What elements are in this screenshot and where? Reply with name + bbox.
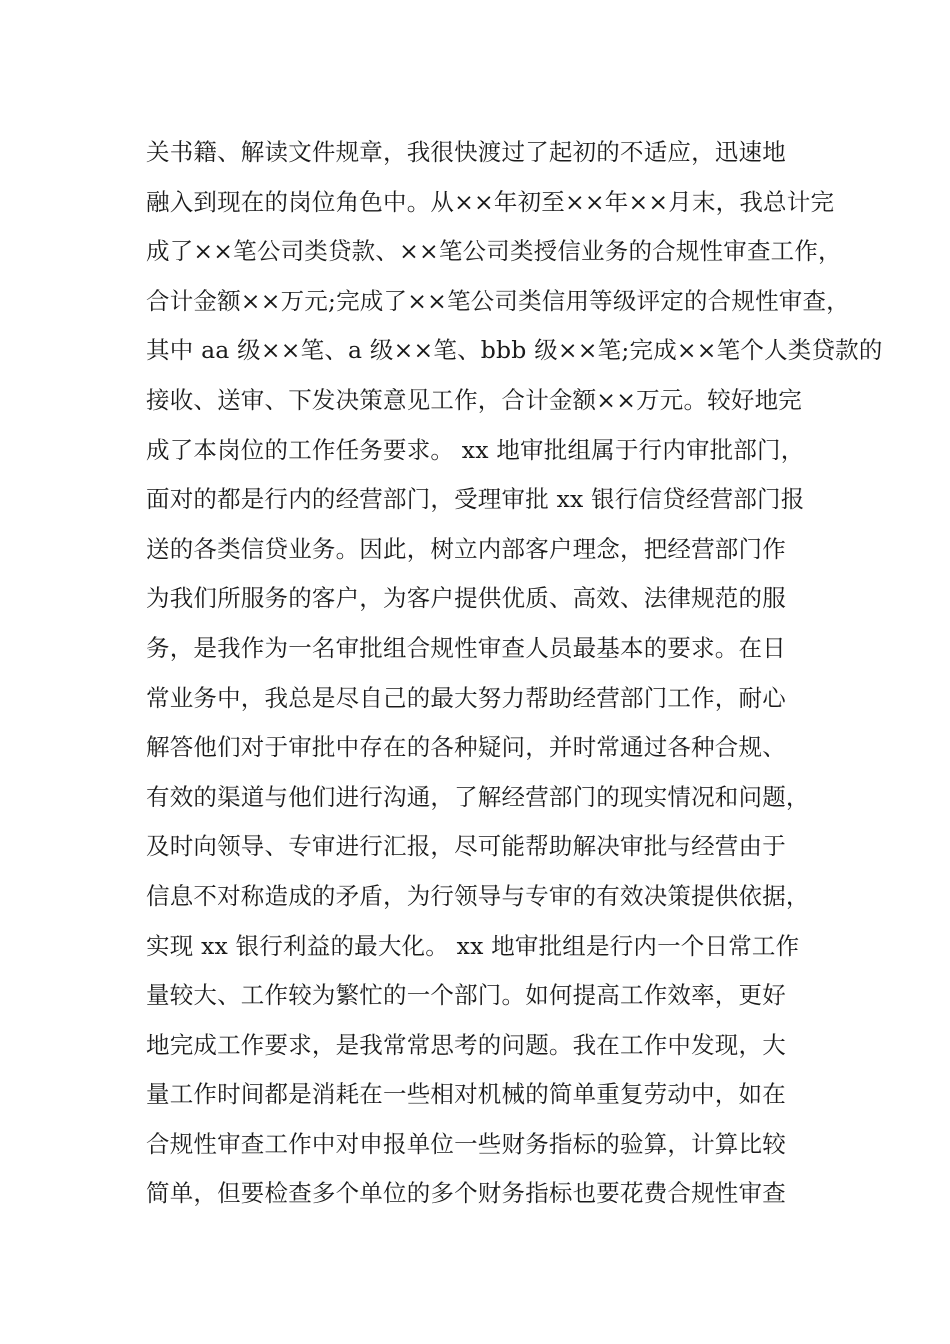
text-line: 常业务中，我总是尽自己的最大努力帮助经营部门工作，耐心 xyxy=(146,683,786,712)
text-line: 实现 xx 银行利益的最大化。 xx 地审批组是行内一个日常工作 xyxy=(146,931,800,960)
text-line: 成了本岗位的工作任务要求。 xx 地审批组属于行内审批部门， xyxy=(146,435,805,464)
text-line: 及时向领导、专审进行汇报，尽可能帮助解决审批与经营由于 xyxy=(146,832,786,861)
text-line: 解答他们对于审批中存在的各种疑问，并时常通过各种合规、 xyxy=(146,733,786,762)
text-line: 量较大、工作较为繁忙的一个部门。如何提高工作效率，更好 xyxy=(146,981,786,1010)
text-line: 面对的都是行内的经营部门，受理审批 xx 银行信贷经营部门报 xyxy=(146,485,805,514)
text-line: 地完成工作要求，是我常常思考的问题。我在工作中发现，大 xyxy=(146,1030,786,1059)
text-line: 其中 aa 级××笔、a 级××笔、bbb 级××笔;完成××笔个人类贷款的 xyxy=(146,336,883,365)
text-line: 量工作时间都是消耗在一些相对机械的简单重复劳动中，如在 xyxy=(146,1080,786,1109)
text-line: 合计金额××万元;完成了××笔公司类信用等级评定的合规性审查， xyxy=(146,286,850,315)
text-line: 有效的渠道与他们进行沟通，了解经营部门的现实情况和问题， xyxy=(146,782,810,811)
text-line: 关书籍、解读文件规章，我很快渡过了起初的不适应，迅速地 xyxy=(146,138,786,166)
text-line: 融入到现在的岗位角色中。从××年初至××年××月末，我总计完 xyxy=(146,187,835,216)
text-line: 成了××笔公司类贷款、××笔公司类授信业务的合规性审查工作， xyxy=(146,237,842,266)
text-line: 信息不对称造成的矛盾，为行领导与专审的有效决策提供依据， xyxy=(146,881,810,910)
text-line: 务，是我作为一名审批组合规性审查人员最基本的要求。在日 xyxy=(146,633,786,662)
text-line: 合规性审查工作中对申报单位一些财务指标的验算，计算比较 xyxy=(146,1129,786,1158)
text-line: 为我们所服务的客户，为客户提供优质、高效、法律规范的服 xyxy=(146,584,786,613)
text-line: 送的各类信贷业务。因此，树立内部客户理念，把经营部门作 xyxy=(146,534,786,563)
body-text xyxy=(146,128,883,1219)
text-line: 简单，但要检查多个单位的多个财务指标也要花费合规性审查 xyxy=(146,1179,786,1208)
text-line: 接收、送审、下发决策意见工作，合计金额××万元。较好地完 xyxy=(146,385,802,414)
